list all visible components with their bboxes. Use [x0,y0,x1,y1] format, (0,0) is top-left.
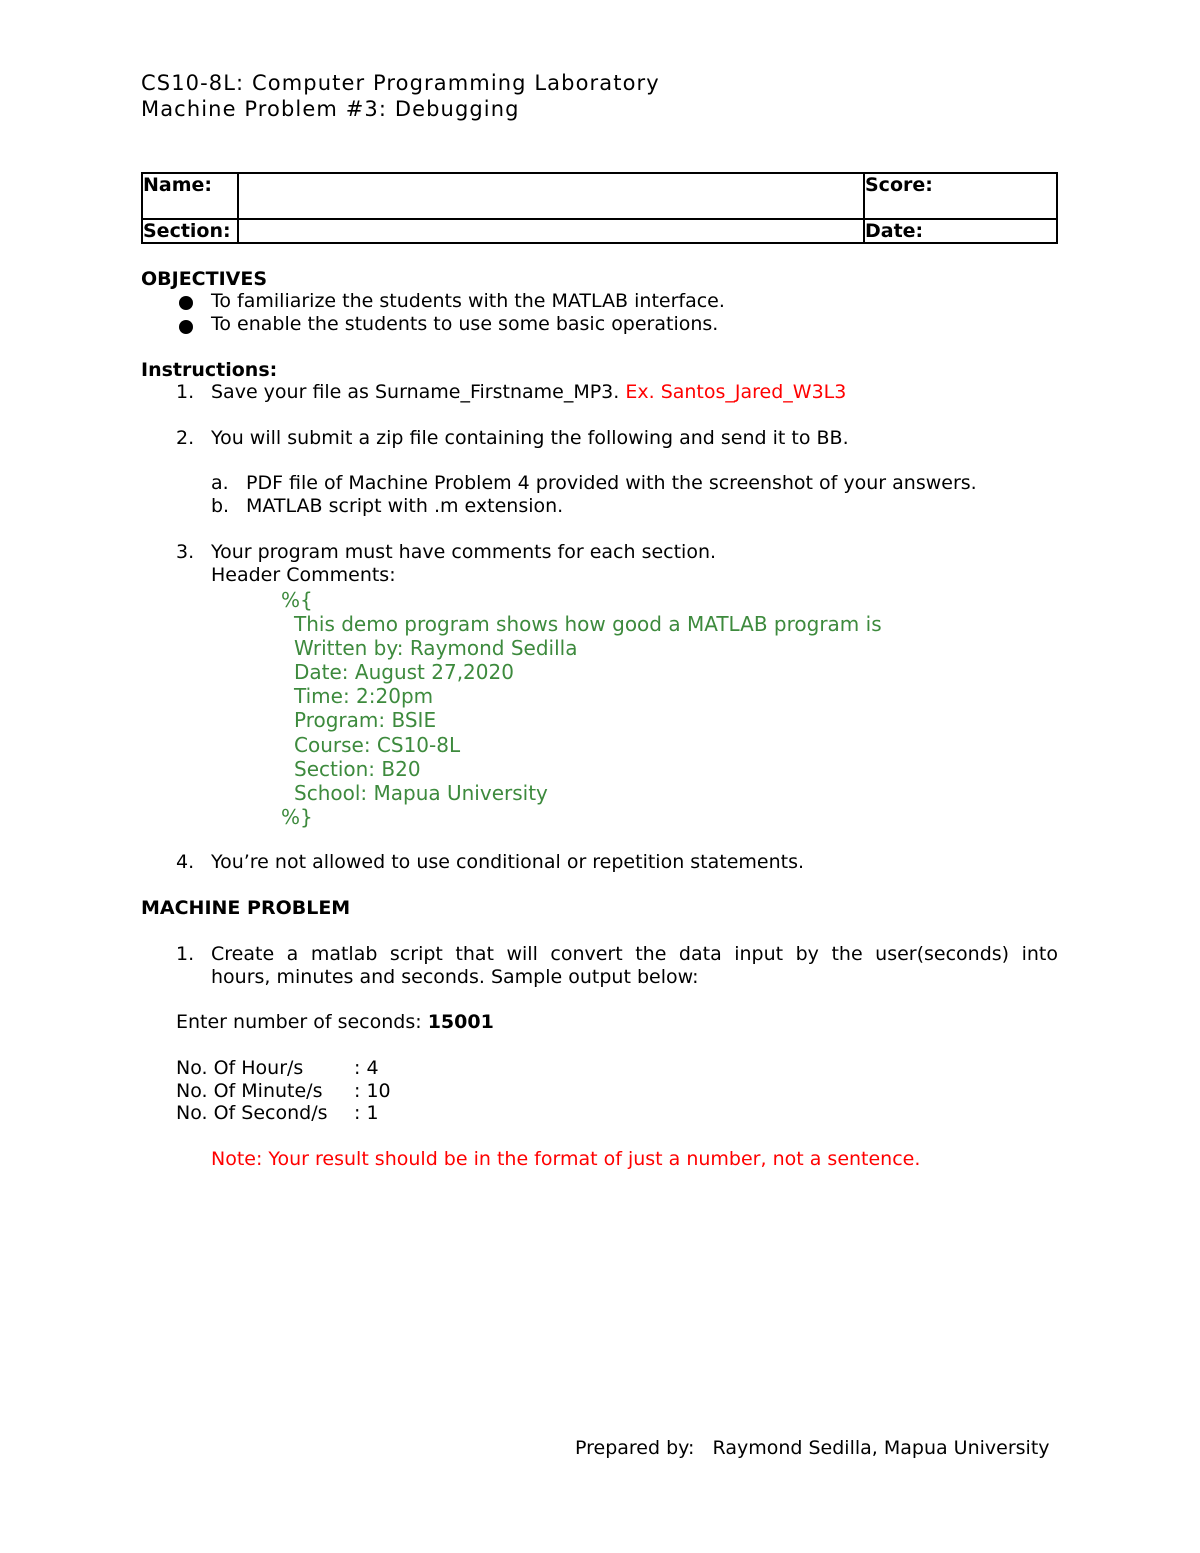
problem-text: hours, minutes and seconds. Sample output below: [211,966,699,988]
output-label: No. Of Second/s [176,1102,328,1124]
list-number: 1. [176,381,195,403]
list-number: 4. [176,851,195,873]
objectives-heading: OBJECTIVES [141,268,268,290]
output-label: No. Of Minute/s [176,1080,323,1102]
student-info-table [141,172,1058,244]
code-line: School: Mapua University [294,781,548,805]
code-close-brace: %} [281,805,313,829]
list-number: 2. [176,427,195,449]
instructions-heading: Instructions: [141,359,278,381]
bullet-icon [179,320,193,334]
name-field[interactable] [238,173,864,219]
output-value: : 1 [354,1102,379,1124]
format-note: Note: Your result should be in the format of just a number, not a sentence. [211,1148,921,1170]
instruction-text: You’re not allowed to use conditional or repetition statements. [211,851,805,873]
section-field[interactable] [238,219,864,243]
code-open-brace: %{ [281,588,313,612]
course-title: CS10-8L: Computer Programming Laboratory [141,71,660,95]
prepared-by [575,1437,1050,1459]
machine-problem-heading: MACHINE PROBLEM [141,897,351,919]
output-value: : 10 [354,1080,391,1102]
instruction-text: Your program must have comments for each section. [211,541,717,563]
sub-list-text: MATLAB script with .m extension. [246,495,564,517]
output-value: : 4 [354,1057,379,1079]
problem-text: Create a matlab script that will convert the data input by the user(seconds) into [211,943,1058,965]
prompt-value: 15001 [427,1011,494,1033]
filename-example: Ex. Santos_Jared_W3L3 [625,381,847,403]
prepared-label: Prepared by: [575,1437,695,1459]
list-number: 1. [176,943,195,965]
code-line: Date: August 27,2020 [294,660,514,684]
instruction-item [211,381,846,403]
code-line: Section: B20 [294,757,421,781]
code-line: This demo program shows how good a MATLAB program is [294,612,882,636]
problem-title: Machine Problem #3: Debugging [141,97,520,121]
score-label: Score: [864,173,1057,219]
instruction-text: You will submit a zip file containing the following and send it to BB. [211,427,849,449]
sub-list-text: PDF file of Machine Problem 4 provided with the screenshot of your answers. [246,472,977,494]
code-line: Course: CS10-8L [294,733,461,757]
instruction-text: Save your file as Surname_Firstname_MP3. [211,381,620,403]
code-line: Written by: Raymond Sedilla [294,636,578,660]
sub-list-label: a. [211,472,229,494]
list-number: 3. [176,541,195,563]
bullet-icon [179,296,193,310]
section-label: Section: [142,219,238,243]
date-label: Date: [864,219,1057,243]
prompt-label: Enter number of seconds: [176,1011,428,1033]
code-line: Time: 2:20pm [294,684,434,708]
name-label: Name: [142,173,238,219]
author-name: Raymond Sedilla, Mapua University [712,1437,1050,1459]
sample-prompt [176,1011,494,1033]
objective-item: To enable the students to use some basic operations. [211,313,719,335]
header-comments-label: Header Comments: [211,564,396,586]
sub-list-label: b. [211,495,230,517]
output-label: No. Of Hour/s [176,1057,304,1079]
objective-item: To familiarize the students with the MATLAB interface. [211,290,725,312]
code-line: Program: BSIE [294,708,437,732]
